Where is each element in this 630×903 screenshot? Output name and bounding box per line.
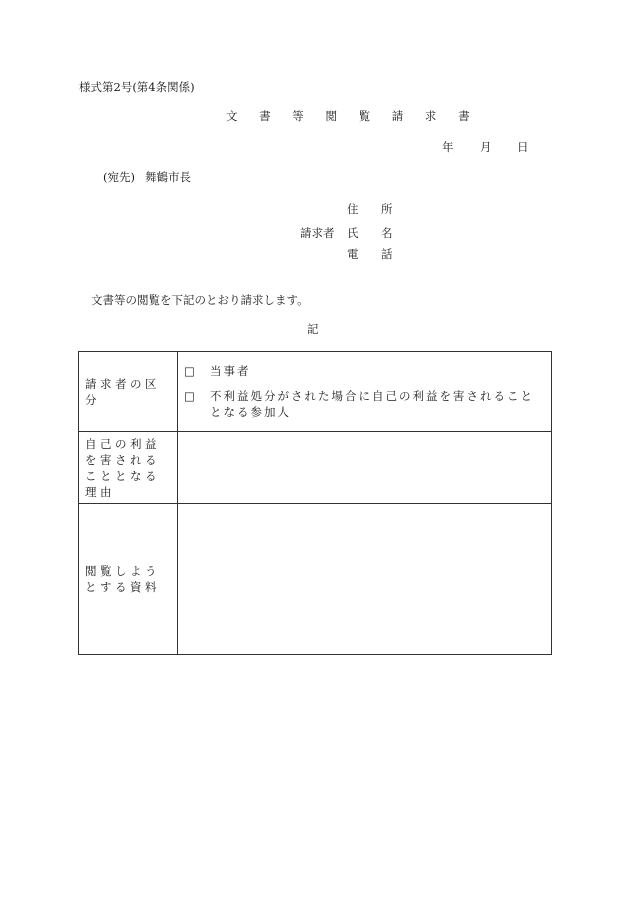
- reason-label: 自己の利益を害されることとなる理由: [79, 432, 178, 504]
- request-statement: 文書等の閲覧を下記のとおり請求します。: [91, 293, 309, 307]
- name-label-2: 名: [381, 226, 393, 240]
- date-month-label: 月: [480, 140, 492, 154]
- phone-label-2: 話: [381, 247, 393, 261]
- date-line: [442, 139, 529, 155]
- address-label-1: 住: [347, 202, 359, 216]
- option-participant-label: 不利益処分がされた場合に自己の利益を害されることとなる参加人: [210, 389, 534, 419]
- form-number: 様式第2号(第4条関係): [79, 80, 195, 94]
- table-row: [79, 432, 552, 504]
- date-day-label: 日: [517, 140, 529, 154]
- option-party[interactable]: [184, 363, 545, 379]
- applicant-address-field[interactable]: [347, 201, 393, 217]
- requester-category-options: [178, 352, 552, 432]
- addressee-prefix: (宛先): [103, 170, 135, 184]
- option-participant[interactable]: [184, 388, 545, 420]
- checkbox-icon[interactable]: □: [184, 364, 195, 378]
- applicant-label: 請求者: [300, 226, 335, 240]
- addressee-line: [103, 169, 191, 185]
- addressee-name: 舞鶴市長: [144, 170, 191, 184]
- checkbox-icon[interactable]: □: [184, 389, 195, 403]
- request-table: [78, 351, 552, 655]
- applicant-name-field[interactable]: [347, 225, 393, 241]
- materials-field[interactable]: [178, 504, 552, 655]
- requester-category-label: 請求者の区分: [79, 352, 178, 432]
- address-label-2: 所: [381, 202, 393, 216]
- ki-heading: 記: [307, 322, 319, 336]
- option-party-label: 当事者: [210, 364, 251, 378]
- applicant-phone-field[interactable]: [347, 246, 393, 262]
- date-year-label: 年: [442, 140, 454, 154]
- materials-label: 閲覧しようとする資料: [79, 504, 178, 655]
- table-row: [79, 352, 552, 432]
- table-row: [79, 504, 552, 655]
- name-label-1: 氏: [347, 226, 359, 240]
- document-title: 文 書 等 閲 覧 請 求 書: [226, 109, 479, 123]
- phone-label-1: 電: [347, 247, 359, 261]
- reason-field[interactable]: [178, 432, 552, 504]
